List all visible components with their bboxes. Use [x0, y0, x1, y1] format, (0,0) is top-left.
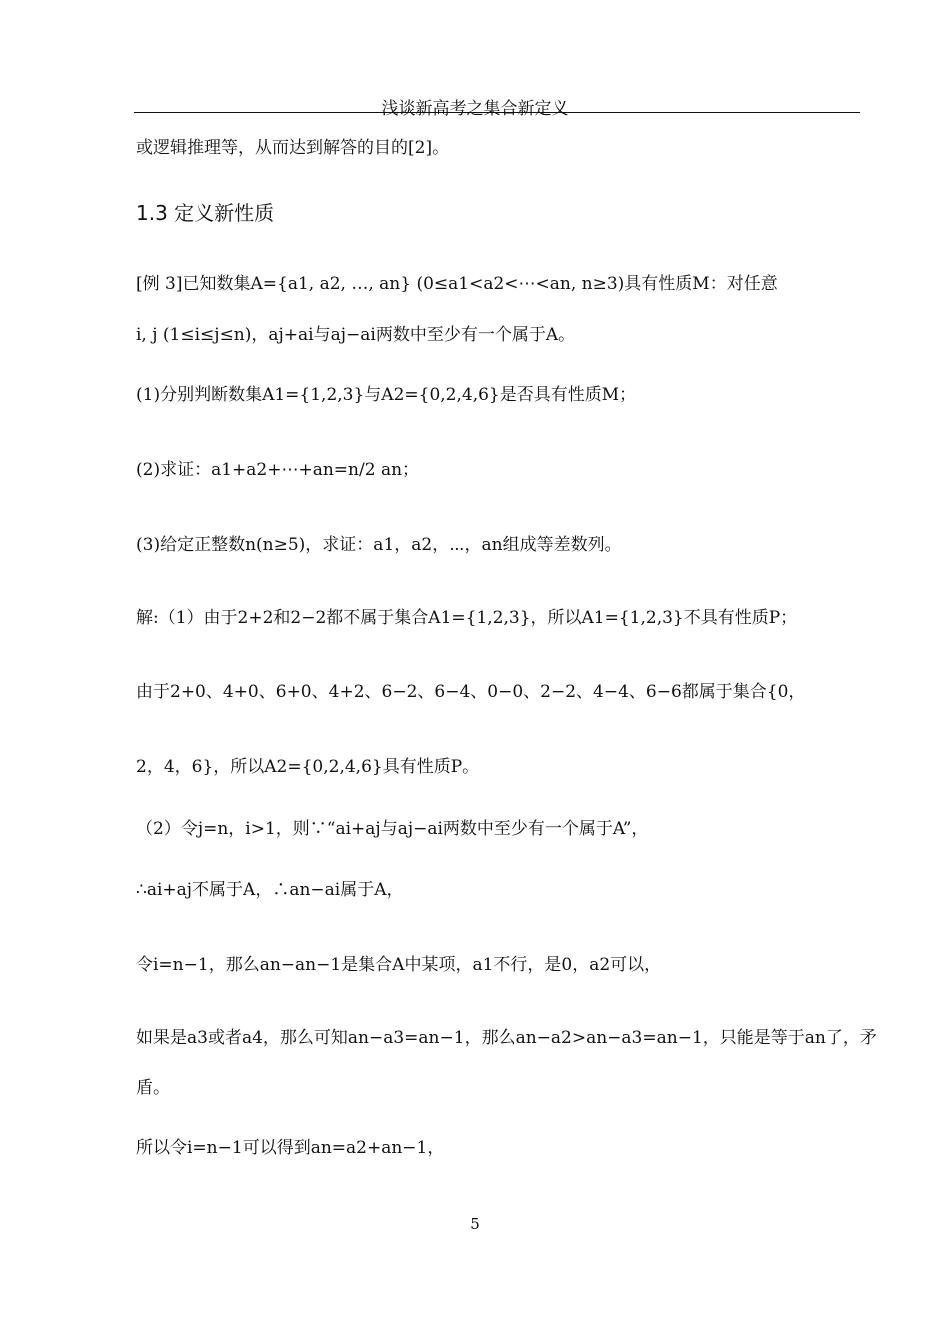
example-condition: i, j (1≤i≤j≤n)，aj+ai与aj−ai两数中至少有一个属于A。 — [136, 325, 576, 345]
question-2: (2)求证：a1+a2+⋯+an=n/2 an； — [136, 460, 420, 480]
running-header: 浅谈新高考之集合新定义 — [381, 99, 569, 119]
text-line: 或逻辑推理等，从而达到解答的目的[2]。 — [136, 138, 450, 158]
solution-line: ∴ai+aj不属于A，∴an−ai属于A， — [136, 880, 404, 900]
solution-line: 令i=n−1，那么an−an−1是集合A中某项，a1不行，是0，a2可以， — [136, 955, 662, 975]
solution-line: 盾。 — [136, 1078, 170, 1098]
section-heading: 1.3 定义新性质 — [136, 201, 275, 225]
header-rule — [134, 112, 860, 113]
solution-line: 由于2+0、4+0、6+0、4+2、6−2、6−4、0−0、2−2、4−4、6−6都属于集合{0， — [136, 682, 806, 702]
solution-line: 解:（1）由于2+2和2−2都不属于集合A1={1,2,3}，所以A1={1,2,3}不具有性质P； — [136, 608, 798, 628]
example-statement: [例 3]已知数集A={a1, a2, …, an} (0≤a1<a2<⋯<an, n≥3)具有性质M：对任意 — [136, 274, 778, 294]
solution-line: 所以令i=n−1可以得到an=a2+an−1， — [136, 1138, 445, 1158]
question-3: (3)给定正整数n(n≥5)，求证：a1，a2，⋯，an组成等差数列。 — [136, 535, 622, 555]
solution-line: 如果是a3或者a4，那么可知an−a3=an−1，那么an−a2>an−a3=an−1，只能是等于an了，矛 — [136, 1028, 877, 1048]
solution-line: 2，4，6}，所以A2={0,2,4,6}具有性质P。 — [136, 757, 480, 777]
page-number: 5 — [470, 1215, 480, 1233]
question-1: (1)分别判断数集A1={1,2,3}与A2={0,2,4,6}是否具有性质M； — [136, 385, 637, 405]
solution-line: （2）令j=n，i>1，则∵“ai+aj与aj−ai两数中至少有一个属于A”， — [136, 819, 649, 839]
